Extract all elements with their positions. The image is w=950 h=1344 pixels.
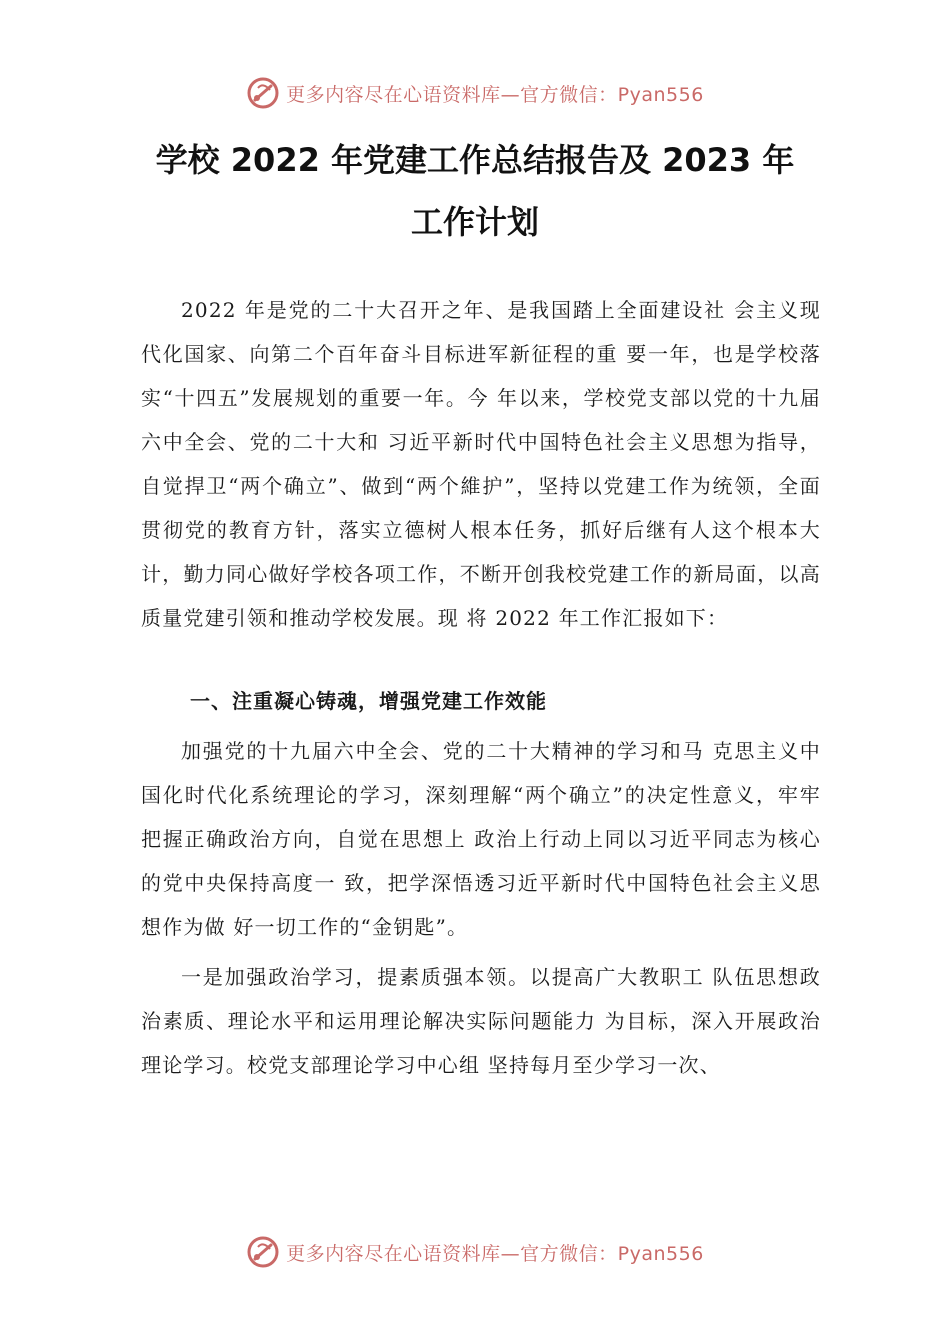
intro-paragraph: 2022 年是党的二十大召开之年、是我国踏上全面建设社 会主义现代化国家、向第二个百年奋斗目标进军新征程的重 要一年，也是学校落实“十四五”发展规划的重要一年。今 年以来，学校党支部以党的十九届六中全会、党的二十大和 习近平新时代中国特色社会主义思想为指导，自觉捍卫“两个确立”、做到“两个維护”，坚持以党建工作为统领，全面贯彻党的教育方针，落实立德树人根本任务，抓好后继有人这个根本大计，勤力同心做好学校各项工作，不断开创我校党建工作的新局面，以高质量党建引领和推动学校发展。现 将 2022 年工作汇报如下： xyxy=(141,298,821,630)
section1-paragraph1: 加强党的十九届六中全会、党的二十大精神的学习和马 克思主义中国化时代化系统理论的学习，深刻理解“两个确立”的决定性意义，牢牢把握正确政治方向，自觉在思想上 政治上行动上同以习近平同志为核心的党中央保持高度一 致，把学深悟透习近平新时代中国特色社会主义思想作为做 好一切工作的“金钥匙”。 xyxy=(141,739,821,939)
section1-heading: 一、注重凝心铸魂，增强党建工作效能 xyxy=(190,689,547,713)
document-title-line1: 学校 2022 年党建工作总结报告及 2023 年 xyxy=(155,141,795,179)
watermark-header xyxy=(0,73,950,113)
brand-logo-icon xyxy=(246,76,280,110)
watermark-text: 更多内容尽在心语资料库—官方微信：Pyan556 xyxy=(286,83,704,106)
brand-logo-icon xyxy=(246,1235,280,1269)
watermark-text: 更多内容尽在心语资料库—官方微信：Pyan556 xyxy=(286,1242,704,1265)
section1-paragraph2: 一是加强政治学习，提素质强本领。以提高广大教职工 队伍思想政治素质、理论水平和运用理论解决实际问题能力 为目标，深入开展政治理论学习。校党支部理论学习中心组 坚持每月至少学习一次、 xyxy=(141,965,821,1077)
document-title-line2: 工作计划 xyxy=(410,203,539,241)
watermark-footer xyxy=(0,1232,950,1272)
